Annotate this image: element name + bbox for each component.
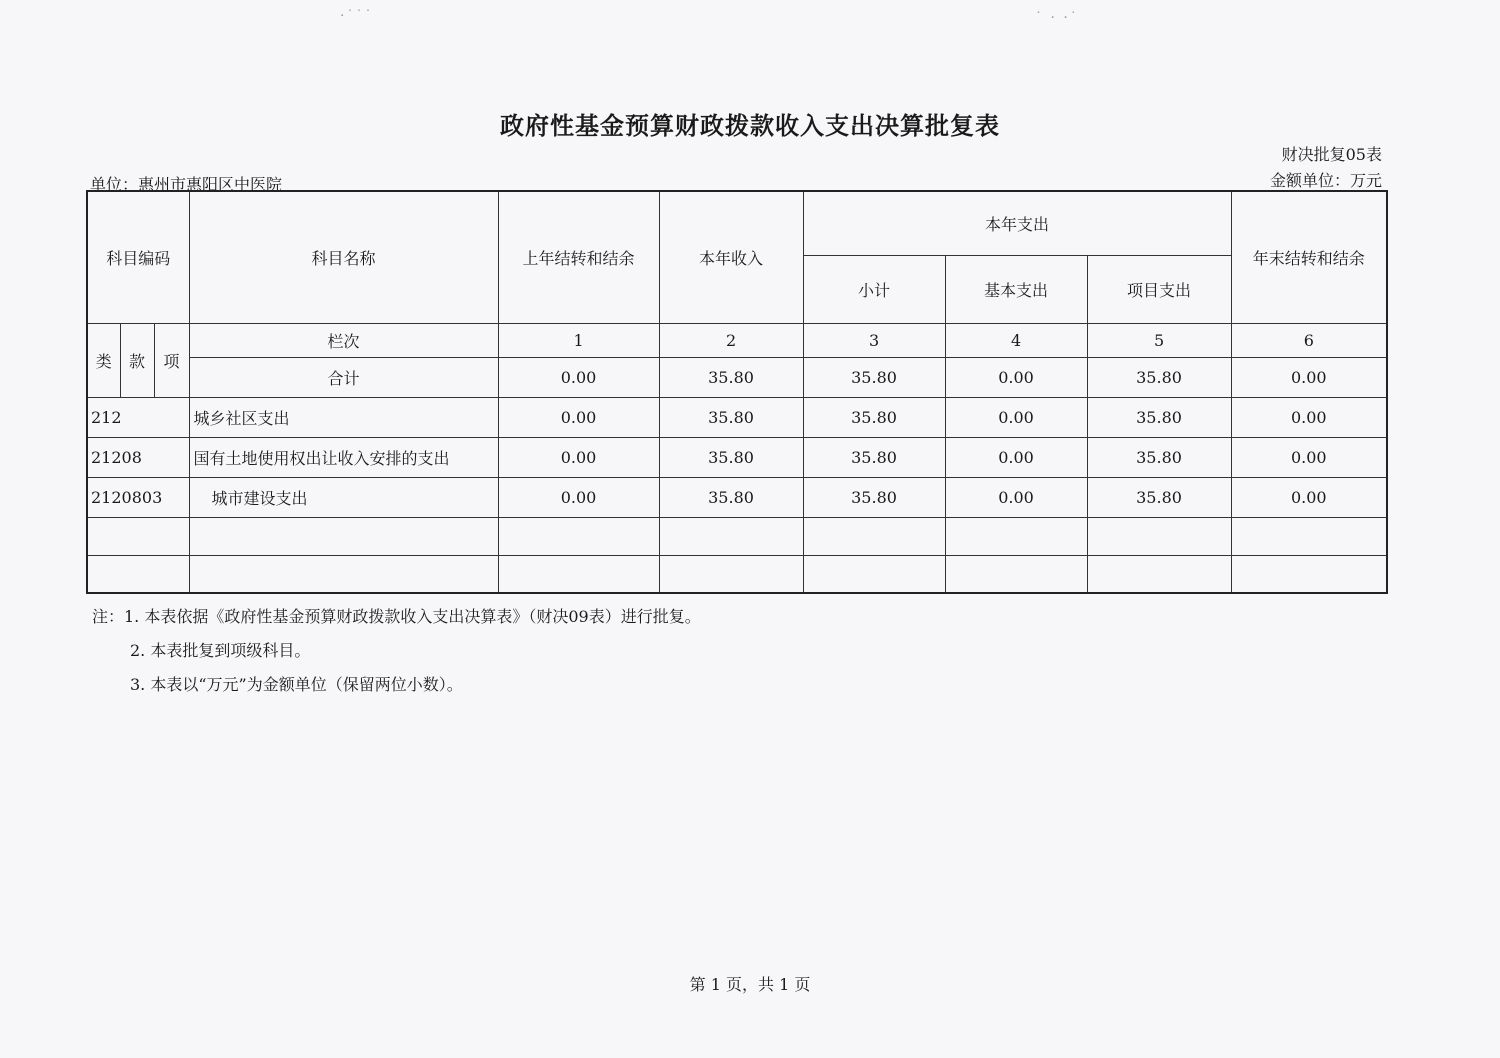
subject-name-cell: 国有土地使用权出让收入安排的支出 <box>189 437 498 477</box>
value-cell: 0.00 <box>945 437 1087 477</box>
empty-row <box>87 517 1387 555</box>
subject-name-cell: 城市建设支出 <box>189 477 498 517</box>
header-expense: 本年支出 <box>803 191 1231 255</box>
column-number: 6 <box>1231 323 1387 357</box>
column-number: 1 <box>498 323 659 357</box>
subject-code-cell: 21208 <box>87 437 189 477</box>
total-cell: 35.80 <box>659 357 803 397</box>
empty-cell <box>945 517 1087 555</box>
total-cell: 0.00 <box>1231 357 1387 397</box>
scan-speck: ·˙˙˙ <box>340 8 374 24</box>
header-item: 项 <box>154 323 189 397</box>
table-row <box>87 397 1387 437</box>
value-cell: 35.80 <box>1087 437 1231 477</box>
column-number: 5 <box>1087 323 1231 357</box>
total-cell: 35.80 <box>803 357 945 397</box>
header-end-balance: 年末结转和结余 <box>1231 191 1387 323</box>
value-cell: 0.00 <box>945 477 1087 517</box>
notes <box>92 600 701 702</box>
empty-cell <box>498 555 659 593</box>
header-subject-code: 科目编码 <box>87 191 189 323</box>
scan-speck: ˙ · ·˙ <box>1035 10 1079 26</box>
total-cell: 0.00 <box>498 357 659 397</box>
value-cell: 35.80 <box>803 397 945 437</box>
subject-name-cell: 城乡社区支出 <box>189 397 498 437</box>
approval-table <box>86 190 1388 594</box>
empty-cell <box>803 555 945 593</box>
value-cell: 35.80 <box>659 437 803 477</box>
empty-cell <box>659 555 803 593</box>
header-basic-expense: 基本支出 <box>945 255 1087 323</box>
column-index-label: 栏次 <box>189 323 498 357</box>
empty-cell <box>87 555 189 593</box>
header-project-expense: 项目支出 <box>1087 255 1231 323</box>
empty-cell <box>1231 517 1387 555</box>
total-cell: 0.00 <box>945 357 1087 397</box>
column-number: 4 <box>945 323 1087 357</box>
header-prev-balance: 上年结转和结余 <box>498 191 659 323</box>
page-title: 政府性基金预算财政拨款收入支出决算批复表 <box>500 111 1000 140</box>
column-number: 3 <box>803 323 945 357</box>
value-cell: 35.80 <box>659 397 803 437</box>
value-cell: 35.80 <box>1087 397 1231 437</box>
column-number: 2 <box>659 323 803 357</box>
unit-label: 单位：惠州市惠阳区中医院 <box>90 175 283 194</box>
header-subject-name: 科目名称 <box>189 191 498 323</box>
form-number: 财决批复05表 <box>1281 145 1382 164</box>
header-class: 类 <box>87 323 120 397</box>
note-line: 3. 本表以“万元”为金额单位（保留两位小数）。 <box>130 675 463 694</box>
value-cell: 35.80 <box>803 477 945 517</box>
value-cell: 35.80 <box>1087 477 1231 517</box>
page-info: 第 1 页，共 1 页 <box>689 975 811 994</box>
total-cell: 35.80 <box>1087 357 1231 397</box>
subject-code-cell: 212 <box>87 397 189 437</box>
value-cell: 35.80 <box>659 477 803 517</box>
table-row <box>87 477 1387 517</box>
empty-cell <box>945 555 1087 593</box>
note-line: 注：1. 本表依据《政府性基金预算财政拨款收入支出决算表》（财决09表）进行批复。 <box>92 607 701 626</box>
value-cell: 0.00 <box>498 477 659 517</box>
value-cell: 0.00 <box>1231 437 1387 477</box>
header-subtotal: 小计 <box>803 255 945 323</box>
total-label: 合计 <box>189 357 498 397</box>
empty-cell <box>1231 555 1387 593</box>
note-line: 2. 本表批复到项级科目。 <box>130 641 311 660</box>
empty-cell <box>659 517 803 555</box>
value-cell: 0.00 <box>945 397 1087 437</box>
value-cell: 0.00 <box>1231 477 1387 517</box>
table-row <box>87 437 1387 477</box>
value-cell: 0.00 <box>1231 397 1387 437</box>
amount-unit: 金额单位：万元 <box>1269 171 1382 190</box>
empty-cell <box>1087 555 1231 593</box>
value-cell: 0.00 <box>498 437 659 477</box>
header-section: 款 <box>120 323 154 397</box>
empty-cell <box>189 517 498 555</box>
empty-cell <box>498 517 659 555</box>
empty-cell <box>803 517 945 555</box>
empty-cell <box>1087 517 1231 555</box>
value-cell: 0.00 <box>498 397 659 437</box>
value-cell: 35.80 <box>803 437 945 477</box>
empty-row <box>87 555 1387 593</box>
empty-cell <box>87 517 189 555</box>
empty-cell <box>189 555 498 593</box>
header-income: 本年收入 <box>659 191 803 323</box>
subject-code-cell: 2120803 <box>87 477 189 517</box>
